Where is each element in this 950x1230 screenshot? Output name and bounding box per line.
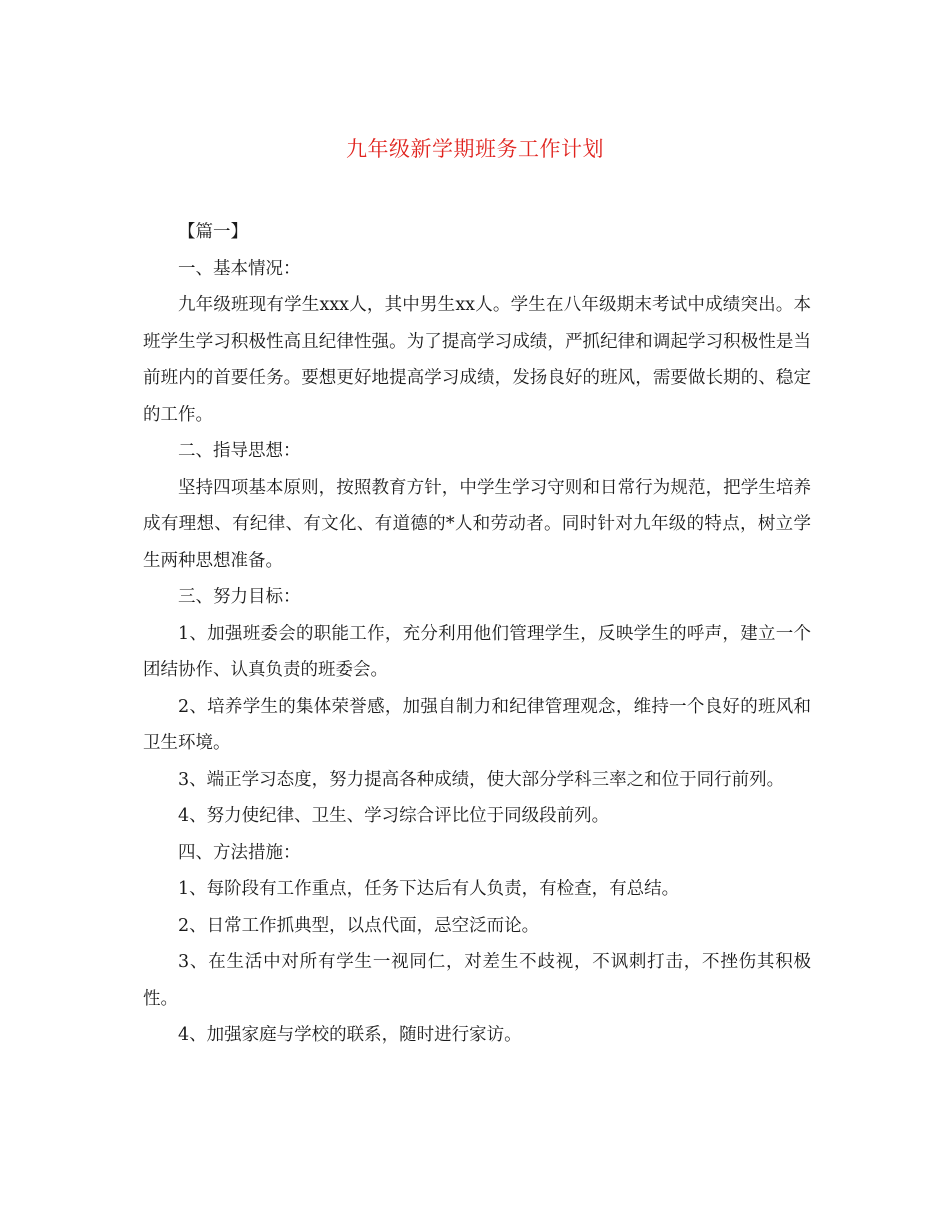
- section-marker: 【篇一】: [178, 222, 248, 242]
- goal-item-1: 1、加强班委会的职能工作，充分利用他们管理学生，反映学生的呼声，建立一个团结协作、认真负责的班委会。: [143, 623, 811, 680]
- paragraph-basic-situation: 九年级班现有学生xxx人，其中男生xx人。学生在八年级期末考试中成绩突出。本班学生学习积极性高且纪律性强。为了提高学习成绩，严抓纪律和调起学习积极性是当前班内的首要任务。要想更好地提高学习成绩，发扬良好的班风，需要做长期的、稳定的工作。: [143, 295, 811, 425]
- heading-basic-situation: 一、基本情况：: [178, 258, 301, 279]
- goal-item-4: 4、努力使纪律、卫生、学习综合评比位于同级段前列。: [178, 806, 610, 826]
- heading-methods: 四、方法措施：: [178, 842, 301, 863]
- method-item-3: 3、在生活中对所有学生一视同仁，对差生不歧视，不讽刺打击，不挫伤其积极性。: [143, 952, 811, 1009]
- method-item-4: 4、加强家庭与学校的联系，随时进行家访。: [178, 1025, 522, 1045]
- method-item-1: 1、每阶段有工作重点，任务下达后有人负责，有检查，有总结。: [178, 879, 680, 899]
- heading-goals: 三、努力目标：: [178, 587, 301, 607]
- goal-item-3: 3、端正学习态度，努力提高各种成绩，使大部分学科三率之和位于同行前列。: [178, 769, 785, 790]
- paragraph-guiding-ideology: 坚持四项基本原则，按照教育方针，中学生学习守则和日常行为规范，把学生培养成有理想、有纪律、有文化、有道德的*人和劳动者。同时针对九年级的特点，树立学生两种思想准备。: [143, 477, 811, 571]
- method-item-2: 2、日常工作抓典型，以点代面，忌空泛而论。: [178, 915, 540, 936]
- document-title: 九年级新学期班务工作计划: [346, 137, 604, 161]
- goal-item-2: 2、培养学生的集体荣誉感，加强自制力和纪律管理观念，维持一个良好的班风和卫生环境。: [143, 696, 811, 753]
- document-body: [143, 214, 811, 1054]
- heading-guiding-ideology: 二、指导思想：: [178, 441, 301, 461]
